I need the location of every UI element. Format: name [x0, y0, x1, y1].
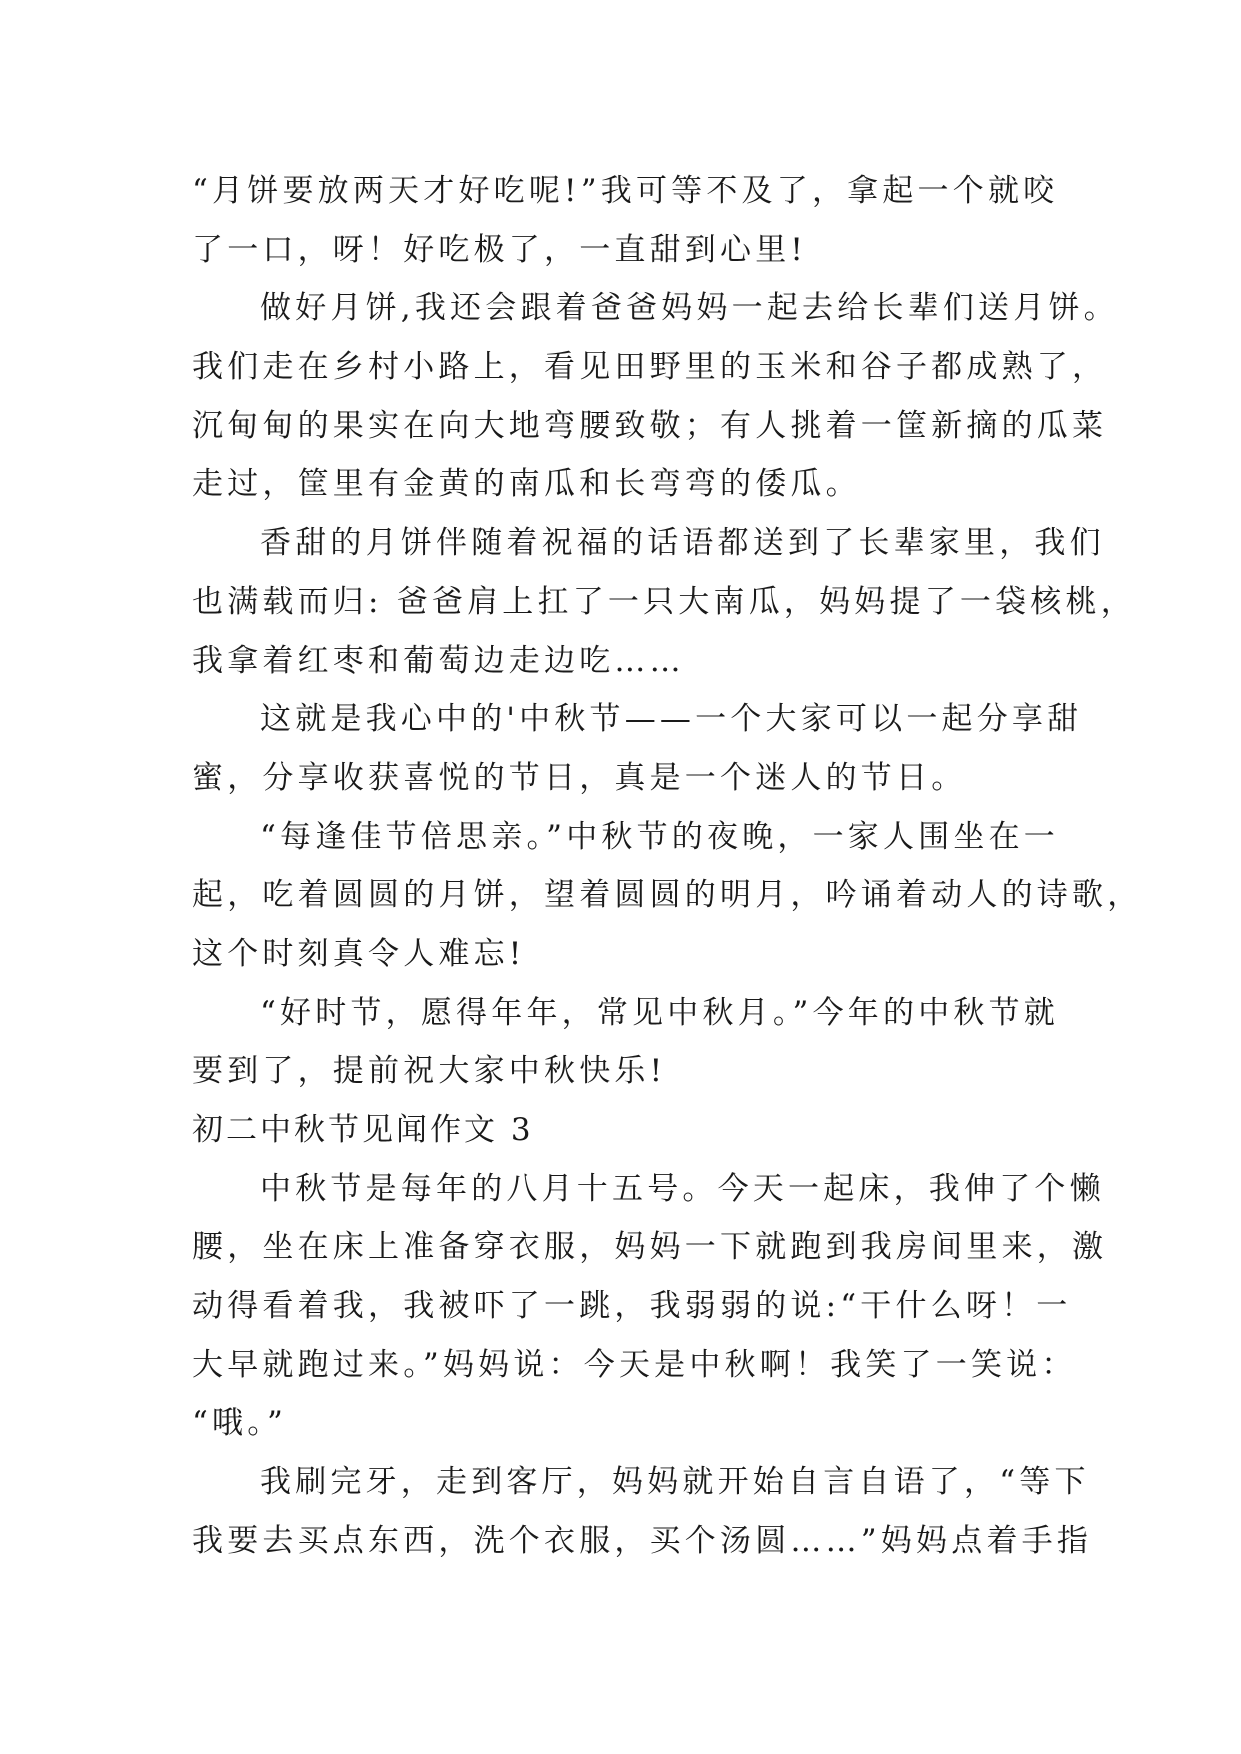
paragraph-start-line: “好时节，愿得年年，常见中秋月。”今年的中秋节就: [260, 994, 1059, 1031]
text-line: 要到了，提前祝大家中秋快乐!: [192, 1053, 667, 1090]
text-line: 动得看着我，我被吓了一跳，我弱弱的说:“干什么呀！一: [192, 1288, 1072, 1325]
paragraph-start-line: 做好月饼,我还会跟着爸爸妈妈一起去给长辈们送月饼。: [260, 290, 1119, 327]
paragraph-start-line: 香甜的月饼伴随着祝福的话语都送到了长辈家里，我们: [260, 525, 1105, 562]
text-line: “哦。”: [192, 1405, 287, 1442]
section-heading: 初二中秋节见闻作文 3: [192, 1112, 534, 1148]
text-line: 我拿着红枣和葡萄边走边吃……: [192, 642, 685, 679]
text-line: 大早就跑过来。”妈妈说：今天是中秋啊！我笑了一笑说：: [192, 1346, 1077, 1383]
paragraph-start-line: “每逢佳节倍思亲。”中秋节的夜晚，一家人围坐在一: [260, 818, 1059, 855]
text-line: 我们走在乡村小路上，看见田野里的玉米和谷子都成熟了，: [192, 349, 1108, 386]
text-line: 起，吃着圆圆的月饼，望着圆圆的明月，吟诵着动人的诗歌，: [192, 877, 1143, 914]
paragraph-start-line: 这就是我心中的'中秋节——一个大家可以一起分享甜: [260, 701, 1083, 738]
text-line: 这个时刻真令人难忘!: [192, 935, 526, 972]
text-line: 了一口，呀！好吃极了，一直甜到心里!: [192, 231, 808, 268]
paragraph-start-line: 我刷完牙，走到客厅，妈妈就开始自言自语了，“等下: [260, 1464, 1090, 1501]
text-line: 沉甸甸的果实在向大地弯腰致敬；有人挑着一筐新摘的瓜菜: [192, 407, 1108, 444]
document-page: [192, 162, 1143, 1571]
text-line: 腰，坐在床上准备穿衣服，妈妈一下就跑到我房间里来，激: [192, 1229, 1108, 1266]
text-line: 走过，筐里有金黄的南瓜和长弯弯的倭瓜。: [192, 466, 861, 503]
text-line: 我要去买点东西，洗个衣服，买个汤圆……”妈妈点着手指: [192, 1522, 1093, 1559]
text-line: “月饼要放两天才好吃呢!”我可等不及了，拿起一个就咬: [192, 173, 1059, 209]
text-line: 也满载而归: 爸爸肩上扛了一只大南瓜，妈妈提了一袋核桃，: [192, 583, 1136, 620]
text-line: 蜜，分享收获喜悦的节日，真是一个迷人的节日。: [192, 759, 967, 796]
paragraph-start-line: 中秋节是每年的八月十五号。今天一起床，我伸了个懒: [260, 1170, 1105, 1207]
